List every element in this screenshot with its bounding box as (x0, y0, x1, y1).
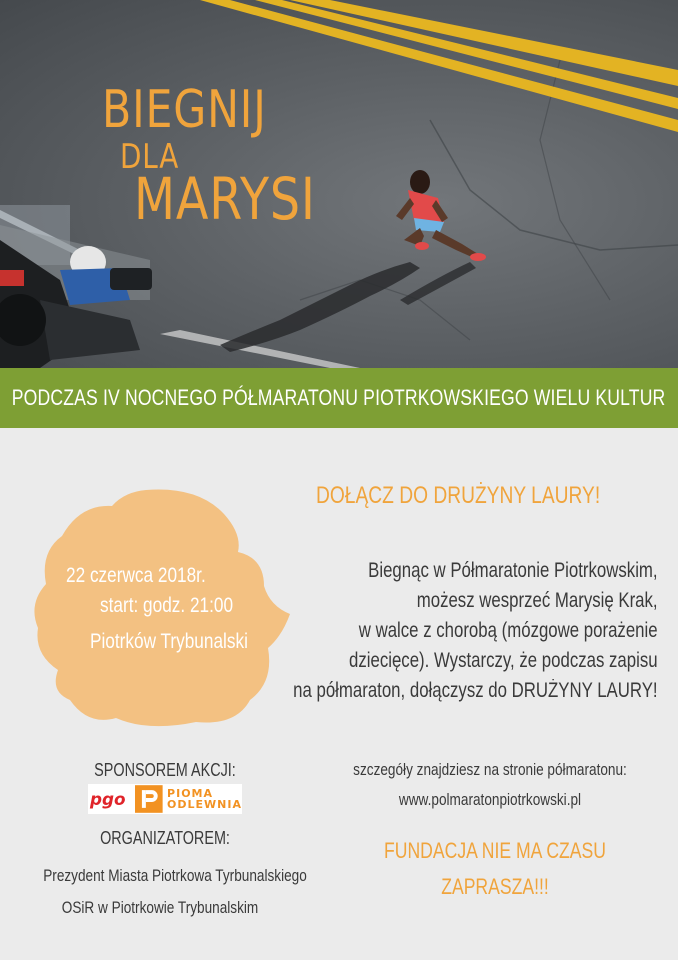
svg-text:pgo: pgo (89, 788, 126, 809)
website-link[interactable]: www.polmaratonpiotrkowski.pl (398, 790, 582, 809)
description-line: w walce z chorobą (mózgowe porażenie (359, 619, 658, 642)
hero-photo (0, 0, 678, 368)
sponsor-label: SPONSOREM AKCJI: (94, 760, 236, 780)
description-line: na półmaraton, dołączysz do DRUŻYNY LAURY! (293, 679, 658, 702)
description-line: dziecięce). Wystarczy, że podczas zapisu (349, 649, 658, 672)
organizer-label: ORGANIZATOREM: (100, 828, 230, 848)
description-line: Biegnąc w Półmaratonie Piotrkowskim, (368, 559, 658, 582)
pioma-logo-mark (135, 785, 163, 813)
description-line: możesz wesprzeć Marysię Krak, (417, 589, 658, 612)
sponsor-logos (88, 784, 242, 814)
event-date: 22 czerwca 2018r. (66, 564, 206, 587)
event-banner (0, 368, 678, 428)
foundation-line-1: FUNDACJA NIE MA CZASU (384, 838, 606, 863)
event-start-time: start: godz. 21:00 (100, 594, 234, 617)
event-place: Piotrków Trybunalski (90, 630, 248, 653)
details-text: szczegóły znajdziesz na stronie półmaratonu: (353, 760, 627, 779)
join-team-description (202, 556, 658, 706)
event-banner-text: PODCZAS IV NOCNEGO PÓŁMARATONU PIOTRKOWSKIEGO WIELU KULTUR (12, 385, 666, 410)
road-runner-illustration (0, 0, 678, 368)
join-team-heading: DOŁĄCZ DO DRUŻYNY LAURY! (316, 482, 601, 509)
runner (396, 170, 486, 261)
title-line-biegnij: BIEGNIJ (102, 80, 267, 140)
title-line-dla: DLA (120, 137, 180, 177)
camera-crew (0, 205, 152, 368)
foundation-line-2: ZAPRASZA!!! (441, 874, 549, 899)
organizer-line-1: Prezydent Miasta Piotrkowa Tyrbunalskiego (43, 866, 307, 885)
pgo-logo (88, 784, 131, 814)
title-line-marysi: MARYSI (134, 165, 316, 233)
organizer-line-2: OSiR w Piotrkowie Trybunalskim (61, 898, 259, 917)
pioma-odlewnia-logo: PIOMA ODLEWNIA (167, 787, 242, 811)
